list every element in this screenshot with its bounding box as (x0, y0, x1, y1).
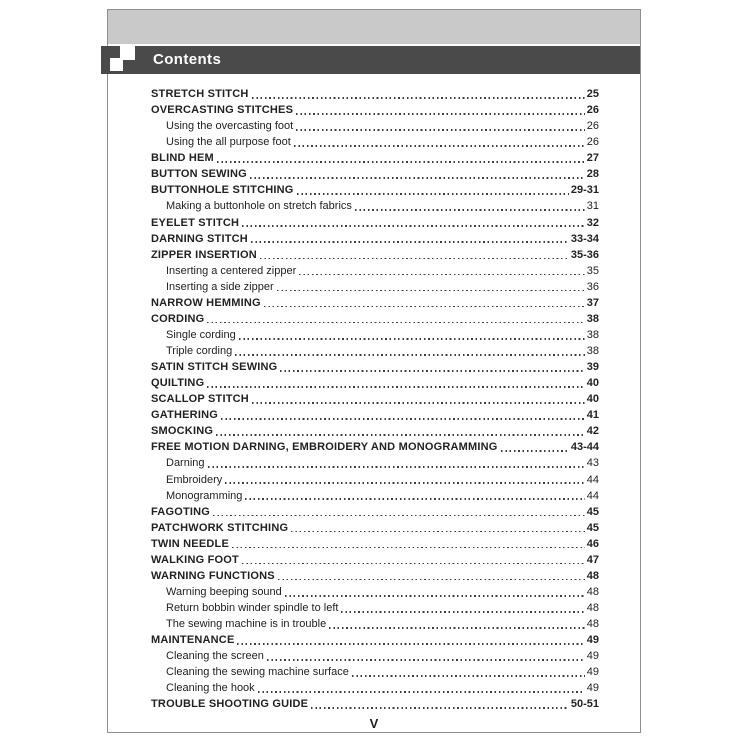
toc-entry-page: 47 (586, 553, 599, 566)
toc-entry-label: FREE MOTION DARNING, EMBROIDERY AND MONOGRAMMING (151, 441, 498, 454)
toc-entry (151, 247, 599, 263)
dotted-leader (239, 338, 585, 340)
toc-entry-label: Making a buttonhole on stretch fabrics (166, 200, 352, 213)
toc-entry-label: DARNING STITCH (151, 232, 248, 245)
dotted-leader (260, 258, 569, 260)
contents-header-bar (101, 46, 640, 74)
toc-entry-page: 44 (586, 489, 599, 502)
toc-entry-label: MAINTENANCE (151, 634, 235, 647)
dotted-leader (355, 209, 585, 211)
toc-entry-label: Using the overcasting foot (166, 120, 294, 133)
toc-entry (151, 327, 599, 343)
dotted-leader (296, 129, 585, 131)
toc-entry-label: CORDING (151, 312, 205, 325)
toc-entry-page: 32 (586, 216, 599, 229)
toc-entry-page: 50-51 (570, 698, 599, 711)
toc-entry-page: 35-36 (570, 248, 599, 261)
toc-entry-page: 49 (586, 650, 599, 663)
toc-entry-page: 31 (586, 200, 599, 213)
toc-entry (151, 568, 599, 584)
toc-entry-label: BUTTONHOLE STITCHING (151, 184, 294, 197)
toc-entry-page: 38 (586, 312, 599, 325)
toc-entry-label: BLIND HEM (151, 152, 214, 165)
toc-entry-page: 48 (586, 585, 599, 598)
dotted-leader (291, 531, 585, 533)
toc-entry-label: TWIN NEEDLE (151, 537, 229, 550)
toc-entry-page: 29-31 (570, 184, 599, 197)
dotted-leader (280, 370, 584, 372)
toc-entry-label: ZIPPER INSERTION (151, 248, 257, 261)
toc-entry (151, 231, 599, 247)
toc-entry (151, 263, 599, 279)
toc-entry (151, 182, 599, 198)
toc-entry (151, 520, 599, 536)
toc-entry (151, 311, 599, 327)
toc-entry-page: 43 (586, 457, 599, 470)
dotted-leader (267, 659, 585, 661)
dotted-leader (207, 322, 584, 324)
toc-entry-page: 48 (586, 618, 599, 631)
folio-page-number: V (369, 716, 379, 731)
toc-entry (151, 343, 599, 359)
top-gray-band (108, 10, 640, 44)
toc-entry (151, 102, 599, 118)
toc-entry-label: The sewing machine is in trouble (166, 618, 327, 631)
toc-entry-page: 49 (586, 666, 599, 679)
toc-entry-label: Using the all purpose foot (166, 136, 291, 149)
toc-entry (151, 359, 599, 375)
toc-entry (151, 600, 599, 616)
toc-entry-page: 33-34 (570, 232, 599, 245)
toc-entry-page: 40 (586, 393, 599, 406)
dotted-leader (252, 402, 585, 404)
toc-entry (151, 536, 599, 552)
toc-entry (151, 680, 599, 696)
toc-entry (151, 215, 599, 231)
toc-entry-page: 27 (586, 152, 599, 165)
toc-entry-label: EYELET STITCH (151, 216, 240, 229)
toc-entry-label: SCALLOP STITCH (151, 393, 249, 406)
toc-entry (151, 134, 599, 150)
toc-entry-label: Triple cording (166, 345, 233, 357)
dotted-leader (245, 498, 584, 500)
toc-entry-page: 38 (586, 328, 599, 341)
toc-entry-label: Monogramming (166, 489, 243, 502)
dotted-leader (285, 595, 585, 597)
dotted-leader (329, 627, 585, 629)
toc-entry-page: 48 (586, 602, 599, 614)
toc-entry-page: 46 (586, 537, 599, 550)
dotted-leader (252, 97, 585, 99)
dotted-leader (296, 113, 585, 115)
toc-entry (151, 632, 599, 648)
page-title: Contents (153, 51, 222, 68)
overlapping-squares-icon (110, 58, 123, 71)
dotted-leader (297, 193, 569, 195)
manual-page (107, 9, 641, 733)
toc-entry-label: GATHERING (151, 409, 218, 422)
toc-entry-label: QUILTING (151, 377, 205, 390)
toc-entry-page: 49 (586, 682, 599, 695)
toc-entry (151, 279, 599, 295)
toc-entry-page: 37 (586, 296, 599, 309)
toc-entry (151, 696, 599, 712)
toc-entry-page: 26 (586, 104, 599, 117)
toc-entry-label: NARROW HEMMING (151, 296, 261, 309)
toc-entry (151, 552, 599, 568)
toc-entry-label: WARNING FUNCTIONS (151, 569, 275, 582)
dotted-leader (242, 225, 585, 227)
toc-entry-label: Embroidery (166, 473, 223, 486)
toc-entry-page: 42 (586, 425, 599, 438)
dotted-leader (213, 515, 585, 517)
dotted-leader (232, 547, 585, 549)
dotted-leader (237, 643, 584, 645)
toc-entry-page: 28 (586, 168, 599, 181)
dotted-leader (264, 306, 585, 308)
toc-entry-page: 45 (586, 505, 599, 518)
toc-entry-page: 40 (586, 377, 599, 390)
toc-entry (151, 584, 599, 600)
dotted-leader (207, 386, 584, 388)
dotted-leader (208, 466, 585, 468)
toc-entry-label: Cleaning the sewing machine surface (166, 666, 349, 679)
toc-entry (151, 616, 599, 632)
dotted-leader (299, 274, 585, 276)
dotted-leader (258, 691, 585, 693)
toc-entry (151, 504, 599, 520)
toc-entry-page: 45 (586, 521, 599, 534)
toc-entry-page: 36 (586, 280, 599, 293)
toc-entry-label: Cleaning the screen (166, 650, 264, 663)
toc-entry (151, 166, 599, 182)
dotted-leader (221, 418, 585, 420)
dotted-leader (225, 482, 585, 484)
toc-entry-label: Darning (166, 457, 205, 470)
toc-entry-label: Single cording (166, 328, 236, 341)
toc-entry (151, 391, 599, 407)
dotted-leader (278, 579, 585, 581)
toc-entry (151, 150, 599, 166)
toc-entry (151, 488, 599, 504)
dotted-leader (235, 354, 585, 356)
toc-entry-page: 39 (586, 361, 599, 374)
toc-entry (151, 648, 599, 664)
toc-entry (151, 407, 599, 423)
toc-entry-label: Inserting a centered zipper (166, 264, 297, 277)
table-of-contents (151, 86, 599, 712)
toc-entry (151, 198, 599, 214)
toc-entry-page: 43-44 (570, 441, 599, 454)
toc-entry-label: TROUBLE SHOOTING GUIDE (151, 698, 309, 711)
dotted-leader (217, 161, 585, 163)
toc-entry-label: WALKING FOOT (151, 553, 239, 566)
toc-entry (151, 375, 599, 391)
toc-entry-label: BUTTON SEWING (151, 168, 247, 181)
dotted-leader (501, 450, 569, 452)
toc-entry (151, 664, 599, 680)
toc-entry-page: 41 (586, 409, 599, 422)
toc-entry (151, 118, 599, 134)
toc-entry (151, 439, 599, 455)
toc-entry-label: Inserting a side zipper (166, 280, 274, 293)
toc-entry-page: 26 (586, 136, 599, 149)
dotted-leader (352, 675, 585, 677)
toc-entry (151, 455, 599, 471)
dotted-leader (341, 611, 584, 613)
dotted-leader (294, 145, 585, 147)
toc-entry-page: 49 (586, 634, 599, 647)
dotted-leader (277, 290, 585, 292)
toc-entry-page: 38 (586, 345, 599, 357)
toc-entry-label: OVERCASTING STITCHES (151, 104, 294, 117)
toc-entry-page: 35 (586, 264, 599, 277)
toc-entry (151, 295, 599, 311)
toc-entry-label: SMOCKING (151, 425, 214, 438)
toc-entry-label: SATIN STITCH SEWING (151, 361, 278, 374)
toc-entry-label: FAGOTING (151, 505, 211, 518)
toc-entry-label: Cleaning the hook (166, 682, 255, 695)
dotted-leader (216, 434, 585, 436)
toc-entry-label: Return bobbin winder spindle to left (166, 602, 339, 614)
dotted-leader (250, 177, 585, 179)
toc-entry-page: 26 (586, 120, 599, 133)
toc-entry (151, 472, 599, 488)
toc-entry-label: STRETCH STITCH (151, 88, 249, 100)
dotted-leader (251, 241, 569, 243)
toc-entry-page: 44 (586, 473, 599, 486)
toc-entry-page: 25 (586, 88, 599, 100)
toc-entry-label: PATCHWORK STITCHING (151, 521, 289, 534)
toc-entry (151, 86, 599, 102)
toc-entry-page: 48 (586, 569, 599, 582)
toc-entry-label: Warning beeping sound (166, 585, 282, 598)
dotted-leader (242, 563, 585, 565)
toc-entry (151, 423, 599, 439)
dotted-leader (311, 707, 569, 709)
